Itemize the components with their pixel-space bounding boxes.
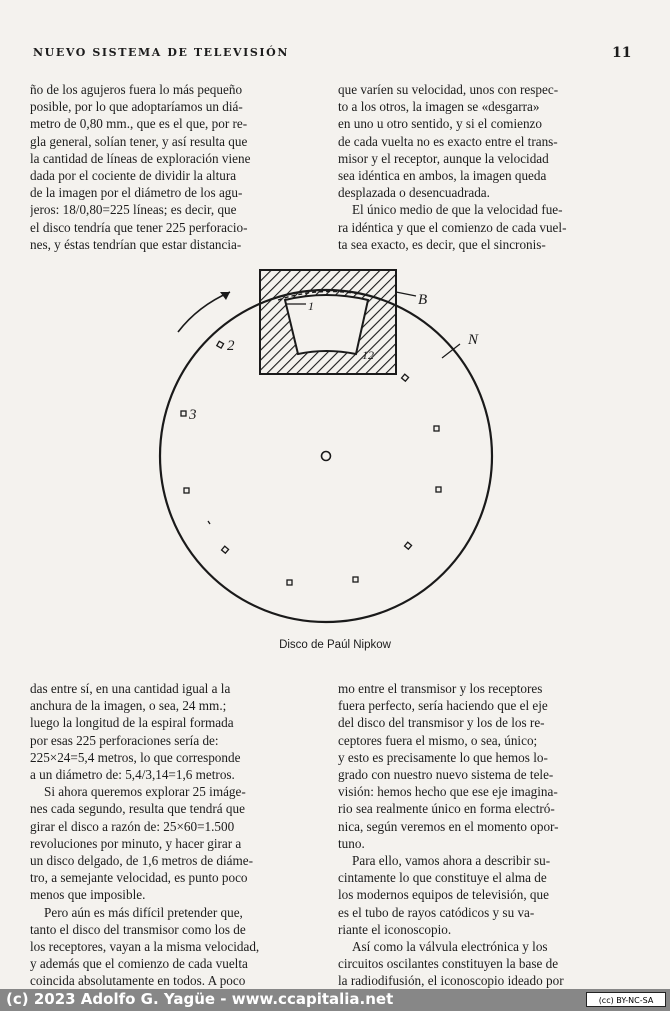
paragraph bbox=[338, 852, 628, 938]
running-title: NUEVO SISTEMA DE TELEVISIÓN bbox=[33, 46, 289, 59]
text-line: a un diámetro de: 5,4/3,14=1,6 metros. bbox=[30, 767, 235, 783]
paragraph bbox=[338, 938, 628, 990]
label-hole-1: 1 bbox=[308, 299, 314, 313]
text-line: visión: hemos hecho que ese eje imagina- bbox=[338, 784, 558, 800]
text-line: to a los otros, la imagen se «desgarra» bbox=[338, 99, 540, 115]
column-top-left bbox=[30, 81, 315, 253]
paragraph bbox=[30, 783, 315, 903]
hole bbox=[184, 488, 189, 493]
label-hole-3: 3 bbox=[189, 407, 197, 423]
text-line: circuitos oscilantes constituyen la base de bbox=[338, 956, 559, 972]
label-n: N bbox=[468, 332, 479, 348]
text-line: dada por el cociente de dividir la altura bbox=[30, 168, 237, 184]
label-hole-12: 12 bbox=[362, 348, 374, 362]
text-line: los modernos equipos de televisión, que bbox=[338, 887, 549, 903]
text-line: los receptores, vayan a la misma velocidad, bbox=[30, 939, 260, 955]
text-line: el disco tendría que tener 225 perforacio- bbox=[30, 219, 248, 235]
text-line: que varíen su velocidad, unos con respec- bbox=[338, 82, 559, 97]
text-line: del disco del transmisor y los de los re- bbox=[338, 715, 545, 731]
text-line: das entre sí, en una cantidad igual a la bbox=[30, 681, 231, 696]
hole bbox=[434, 426, 439, 431]
text-line: cintamente lo que constituye el alma de bbox=[338, 870, 547, 886]
paragraph bbox=[30, 904, 315, 990]
license-badge[interactable]: (cc) BY-NC-SA bbox=[586, 992, 666, 1007]
paragraph bbox=[30, 680, 315, 783]
footer-bar bbox=[0, 989, 670, 1011]
hole bbox=[353, 577, 358, 582]
text-line: luego la longitud de la espiral formada bbox=[30, 715, 234, 731]
copyright-credit: (c) 2023 Adolfo G. Yagüe - www.ccapitalia.net bbox=[6, 990, 394, 1008]
text-line: ta sea exacto, es decir, que el sincronis- bbox=[338, 236, 546, 252]
text-line: anchura de la imagen, o sea, 24 mm.; bbox=[30, 698, 227, 714]
paragraph bbox=[338, 201, 628, 253]
hole bbox=[287, 580, 292, 585]
hole bbox=[217, 341, 224, 348]
text-line: un disco delgado, de 1,6 metros de diáme- bbox=[30, 853, 254, 869]
figure-caption: Disco de Paúl Nipkow bbox=[279, 639, 391, 651]
nipkow-disc-figure bbox=[150, 262, 510, 632]
label-hole-2: 2 bbox=[227, 338, 235, 354]
text-line: Pero aún es más difícil pretender que, bbox=[44, 904, 243, 920]
text-line: de cada vuelta no es exacto entre el trans- bbox=[338, 133, 558, 149]
paragraph bbox=[338, 81, 628, 201]
label-b: B bbox=[418, 292, 428, 308]
column-bottom-left bbox=[30, 680, 315, 990]
text-line: misor y el receptor, aunque la velocidad bbox=[338, 150, 549, 166]
text-line: girar el disco a razón de: 25×60=1.500 bbox=[30, 818, 235, 834]
text-line: posible, por lo que adoptaríamos un diá- bbox=[30, 99, 243, 115]
spiral-holes bbox=[181, 341, 441, 585]
hole bbox=[222, 546, 229, 553]
text-line: mo entre el transmisor y los receptores bbox=[338, 681, 543, 696]
text-line: Así como la válvula electrónica y los bbox=[352, 939, 548, 955]
text-line: en uno u otro sentido, y si el comienzo bbox=[338, 116, 543, 132]
text-line: fuera perfecto, sería haciendo que el eje bbox=[338, 698, 548, 714]
text-line: ceptores fuera el mismo, o sea, único; bbox=[338, 732, 538, 748]
text-line: gla general, solían tener, y así resulta que bbox=[30, 133, 248, 149]
text-line: de la imagen por el diámetro de los agu- bbox=[30, 185, 243, 201]
text-line: ra idéntica y que el comienzo de cada vuel- bbox=[338, 219, 567, 235]
paragraph bbox=[30, 81, 315, 253]
text-line: desplazada o desencuadrada. bbox=[338, 185, 490, 201]
leader-line bbox=[396, 292, 416, 296]
hole bbox=[181, 411, 186, 416]
text-line: sea idéntica en ambos, la imagen queda bbox=[338, 168, 547, 184]
text-line: la radiodifusión, el iconoscopio ideado por bbox=[338, 973, 564, 989]
center-hole bbox=[322, 452, 331, 461]
text-line: es el tubo de rayos catódicos y su va- bbox=[338, 904, 535, 920]
hole bbox=[405, 542, 412, 549]
hole bbox=[208, 521, 210, 524]
text-line: coincida absolutamente en todos. A poco bbox=[30, 973, 246, 989]
hole bbox=[402, 374, 409, 381]
text-line: y esto es precisamente lo que hemos lo- bbox=[338, 749, 548, 765]
text-line: por esas 225 perforaciones sería de: bbox=[30, 732, 219, 748]
text-line: 225×24=5,4 metros, lo que corresponde bbox=[30, 749, 241, 765]
text-line: menos que imposible. bbox=[30, 887, 146, 903]
text-line: y además que el comienzo de cada vuelta bbox=[30, 956, 248, 972]
text-line: Si ahora queremos explorar 25 imáge- bbox=[44, 784, 246, 800]
column-bottom-right bbox=[338, 680, 628, 990]
text-line: nes cada segundo, resulta que tendrá que bbox=[30, 801, 245, 817]
page-number: 11 bbox=[612, 45, 632, 61]
text-line: Para ello, vamos ahora a describir su- bbox=[352, 853, 551, 869]
text-line: nes, y éstas tendrían que estar distancia- bbox=[30, 236, 242, 252]
text-line: nica, según veremos en el momento opor- bbox=[338, 818, 559, 834]
paragraph bbox=[338, 680, 628, 852]
hole bbox=[436, 487, 441, 492]
text-line: tanto el disco del transmisor como los de bbox=[30, 921, 246, 937]
column-top-right bbox=[338, 81, 628, 253]
text-line: tro, a semejante velocidad, es punto poco bbox=[30, 870, 248, 886]
text-line: revoluciones por minuto, y hacer girar a bbox=[30, 835, 242, 851]
text-line: riante el iconoscopio. bbox=[338, 921, 452, 937]
text-line: El único medio de que la velocidad fue- bbox=[352, 202, 563, 218]
text-line: la cantidad de líneas de exploración viene bbox=[30, 150, 251, 166]
text-line: rio sea realmente único en forma electró- bbox=[338, 801, 555, 817]
text-line: metro de 0,80 mm., que es el que, por re- bbox=[30, 116, 248, 132]
text-line: jeros: 18/0,80=225 líneas; es decir, que bbox=[30, 202, 237, 218]
text-line: grado con nuestro nuevo sistema de tele- bbox=[338, 767, 554, 783]
text-line: tuno. bbox=[338, 835, 365, 851]
text-line: ño de los agujeros fuera lo más pequeño bbox=[30, 82, 243, 97]
